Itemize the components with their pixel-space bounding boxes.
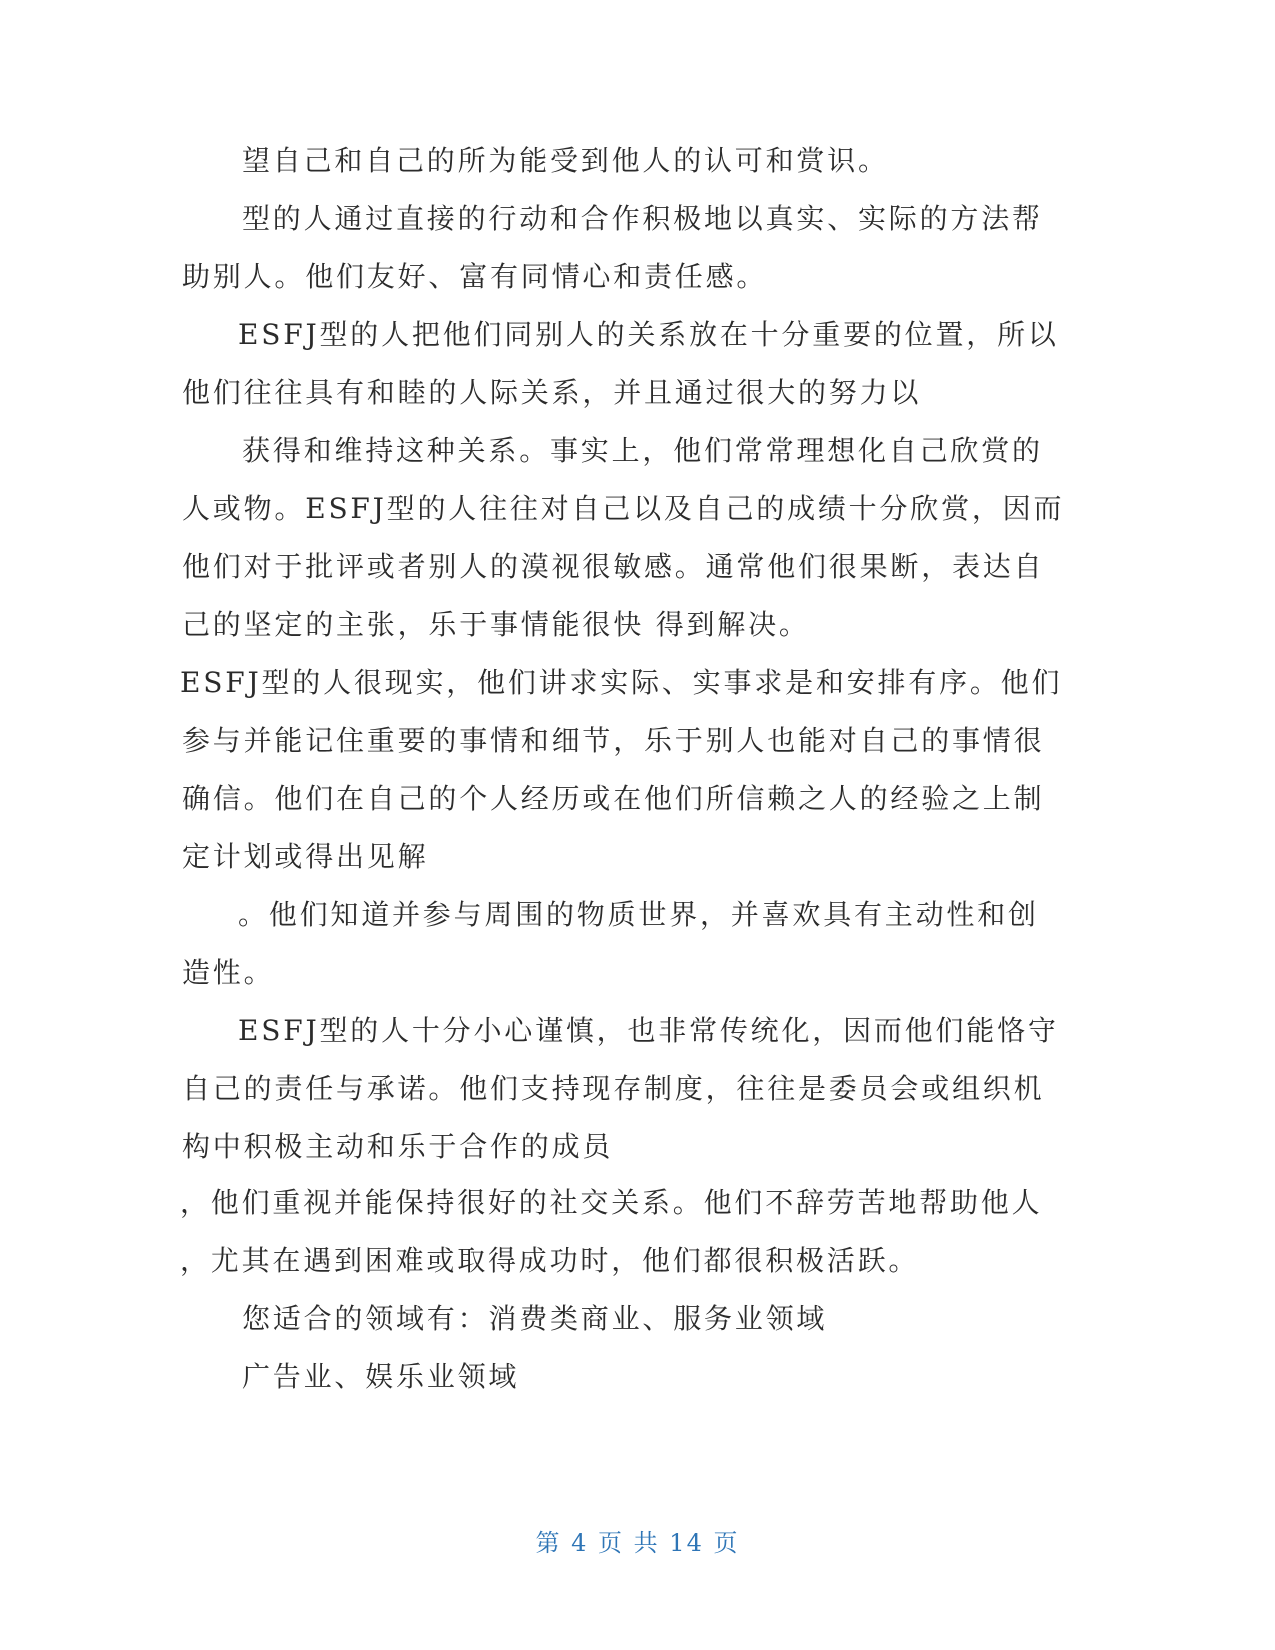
text-line: 己的坚定的主张，乐于事情能很快 得到解决。 (182, 608, 810, 641)
text-line: 望自己和自己的所为能受到他人的认可和赏识。 (242, 144, 889, 177)
text-line: 自己的责任与承诺。他们支持现存制度，往往是委员会或组织机 (182, 1072, 1045, 1105)
page-number-footer: 第 4 页 共 14 页 (535, 1529, 740, 1557)
text-line: 造性。 (182, 956, 275, 989)
text-line: 。他们知道并参与周围的物质世界，并喜欢具有主动性和创 (238, 898, 1039, 931)
text-line: 获得和维持这种关系。事实上，他们常常理想化自己欣赏的 (242, 434, 1043, 467)
text-line: 他们对于批评或者别人的漠视很敏感。通常他们很果断，表达自 (182, 550, 1045, 583)
text-line: 您适合的领域有：消费类商业、服务业领域 (242, 1302, 828, 1335)
text-line: ，尤其在遇到困难或取得成功时，他们都很积极活跃。 (180, 1244, 920, 1277)
text-line: ESFJ型的人把他们同别人的关系放在十分重要的位置，所以 (238, 318, 1059, 351)
text-line: 定计划或得出见解 (182, 840, 429, 873)
text-line: 确信。他们在自己的个人经历或在他们所信赖之人的经验之上制 (182, 782, 1045, 815)
text-line: 助别人。他们友好、富有同情心和责任感。 (182, 260, 768, 293)
text-line: 参与并能记住重要的事情和细节，乐于别人也能对自己的事情很 (182, 724, 1045, 757)
text-line: ，他们重视并能保持很好的社交关系。他们不辞劳苦地帮助他人 (180, 1186, 1043, 1219)
text-line: ESFJ型的人十分小心谨慎，也非常传统化，因而他们能恪守 (238, 1014, 1059, 1047)
text-line: 广告业、娱乐业领域 (242, 1360, 520, 1393)
text-line: 型的人通过直接的行动和合作积极地以真实、实际的方法帮 (242, 202, 1043, 235)
text-line: 构中积极主动和乐于合作的成员 (182, 1130, 614, 1163)
text-line: ESFJ型的人很现实，他们讲求实际、实事求是和安排有序。他们 (180, 666, 1063, 699)
text-line: 人或物。ESFJ型的人往往对自己以及自己的成绩十分欣赏，因而 (182, 492, 1065, 525)
text-line: 他们往往具有和睦的人际关系，并且通过很大的努力以 (182, 376, 922, 409)
